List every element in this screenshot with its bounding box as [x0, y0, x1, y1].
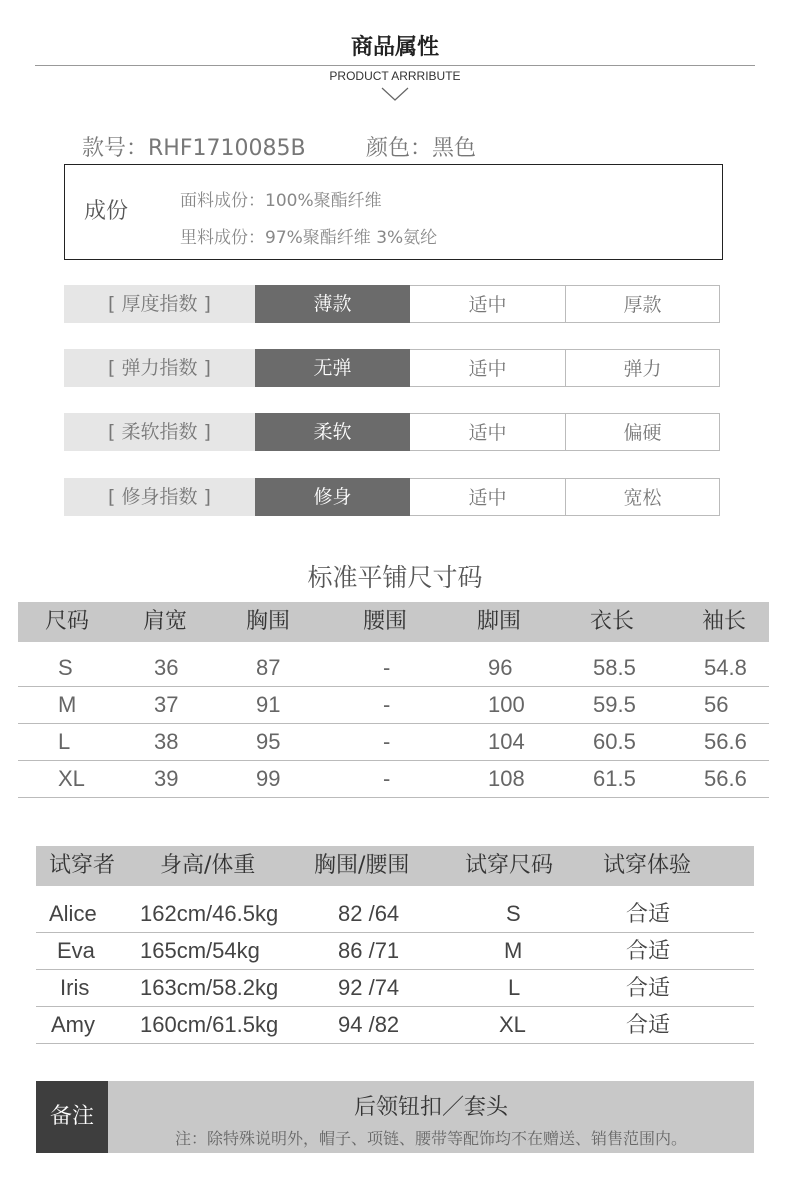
model-cell: 160cm/61.5kg	[140, 1012, 279, 1037]
size-cell: 61.5	[593, 766, 636, 791]
size-table-header	[18, 602, 769, 642]
size-cell: S	[58, 655, 73, 680]
model-header-cell: 胸围/腰围	[314, 853, 410, 878]
note-box	[36, 1081, 754, 1153]
model-cell: Eva	[57, 938, 95, 963]
index-row-thickness	[64, 285, 720, 323]
note-title: 后领钮扣／套头	[353, 1095, 508, 1120]
index-label: [ 弹力指数 ]	[64, 349, 255, 387]
note-label: 备注	[36, 1081, 108, 1153]
size-table-title: 标准平铺尺寸码	[307, 563, 483, 592]
size-cell: M	[58, 692, 77, 717]
model-table-row	[36, 895, 754, 933]
model-cell: 162cm/46.5kg	[140, 901, 279, 926]
size-header-cell: 脚围	[477, 609, 522, 634]
size-header-cell: 肩宽	[143, 609, 188, 634]
size-header-cell: 胸围	[246, 609, 291, 634]
size-cell: -	[383, 655, 391, 680]
size-header-cell: 尺码	[45, 609, 90, 634]
lining-composition: 里料成份：97%聚酯纤维 3%氨纶	[180, 228, 438, 248]
fabric-composition: 面料成份：100%聚酯纤维	[180, 191, 382, 211]
size-cell: 56.6	[704, 766, 747, 791]
model-cell: 94 /82	[338, 1012, 400, 1037]
size-cell: 95	[256, 729, 281, 754]
size-table-row	[18, 650, 769, 687]
size-cell: 104	[488, 729, 525, 754]
composition-box	[64, 164, 723, 260]
index-row-elasticity	[64, 349, 720, 387]
size-table-row	[18, 687, 769, 724]
index-row-fit	[64, 478, 720, 516]
index-label: [ 修身指数 ]	[64, 478, 255, 516]
index-option: 弹力	[565, 349, 720, 387]
model-cell: XL	[499, 1012, 526, 1037]
index-option: 适中	[410, 285, 566, 323]
index-label: [ 厚度指数 ]	[64, 285, 255, 323]
size-header-cell: 腰围	[363, 609, 408, 634]
section-title: 商品属性	[350, 35, 439, 60]
model-cell: Amy	[51, 1012, 95, 1037]
model-header-cell: 试穿尺码	[465, 853, 554, 878]
model-cell: 163cm/58.2kg	[140, 975, 279, 1000]
size-cell: -	[383, 692, 391, 717]
index-selected-option: 修身	[255, 478, 410, 516]
model-cell: M	[504, 938, 523, 963]
section-subtitle: PRODUCT ARRRIBUTE	[329, 69, 461, 83]
size-cell: 36	[154, 655, 179, 680]
composition-label: 成份	[83, 199, 128, 224]
index-row-softness	[64, 413, 720, 451]
size-cell: 58.5	[593, 655, 636, 680]
index-option: 偏硬	[565, 413, 720, 451]
index-option: 适中	[410, 349, 566, 387]
size-table-row	[18, 761, 769, 798]
size-cell: 87	[256, 655, 281, 680]
model-cell: 合适	[626, 901, 671, 926]
size-cell: 60.5	[593, 729, 636, 754]
size-cell: 37	[154, 692, 179, 717]
model-header-cell: 试穿体验	[603, 853, 692, 878]
size-cell: -	[383, 729, 391, 754]
model-cell: Alice	[49, 901, 97, 926]
style-number: 款号：RHF1710085B	[82, 136, 306, 161]
size-cell: 56	[704, 692, 729, 717]
note-text: 注：除特殊说明外，帽子、项链、腰带等配饰均不在赠送、销售范围内。	[174, 1129, 687, 1148]
index-label: [ 柔软指数 ]	[64, 413, 255, 451]
model-cell: 合适	[626, 938, 671, 963]
size-cell: 100	[488, 692, 525, 717]
size-cell: 54.8	[704, 655, 747, 680]
size-cell: 59.5	[593, 692, 636, 717]
chevron-down-icon	[380, 86, 410, 102]
model-header-cell: 身高/体重	[160, 853, 256, 878]
product-color: 颜色：黑色	[366, 136, 477, 161]
size-cell: 39	[154, 766, 179, 791]
model-cell: 82 /64	[338, 901, 400, 926]
size-cell: L	[58, 729, 71, 754]
model-cell: 165cm/54kg	[140, 938, 260, 963]
model-cell: 86 /71	[338, 938, 400, 963]
size-header-cell: 衣长	[590, 609, 635, 634]
model-table-row	[36, 969, 754, 1007]
header-divider	[35, 65, 755, 66]
index-option: 厚款	[565, 285, 720, 323]
model-cell: 92 /74	[338, 975, 400, 1000]
model-table-row	[36, 932, 754, 970]
index-option: 适中	[410, 413, 566, 451]
size-header-cell: 袖长	[702, 609, 747, 634]
size-cell: XL	[58, 766, 85, 791]
size-cell: 96	[488, 655, 513, 680]
model-cell: 合适	[626, 975, 671, 1000]
size-cell: -	[383, 766, 391, 791]
size-cell: 99	[256, 766, 281, 791]
model-cell: Iris	[60, 975, 90, 1000]
size-cell: 56.6	[704, 729, 747, 754]
index-selected-option: 柔软	[255, 413, 410, 451]
model-cell: L	[508, 975, 521, 1000]
model-cell: S	[506, 901, 521, 926]
model-table-header	[36, 846, 754, 886]
size-table-row	[18, 724, 769, 761]
size-cell: 108	[488, 766, 525, 791]
model-header-cell: 试穿者	[49, 853, 116, 878]
index-selected-option: 薄款	[255, 285, 410, 323]
size-cell: 38	[154, 729, 179, 754]
model-cell: 合适	[626, 1012, 671, 1037]
model-table-row	[36, 1006, 754, 1044]
index-option: 适中	[410, 478, 566, 516]
index-selected-option: 无弹	[255, 349, 410, 387]
index-option: 宽松	[565, 478, 720, 516]
size-cell: 91	[256, 692, 281, 717]
